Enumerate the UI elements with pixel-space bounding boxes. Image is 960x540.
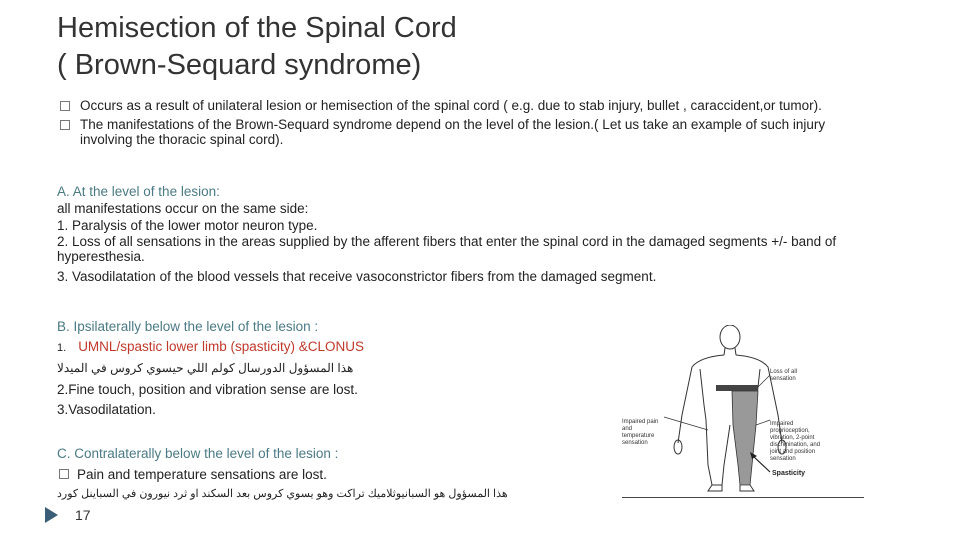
label-impaired-right: Impaired proprioception, vibration, 2-point discrimination, and joint and position sensation [770,421,821,462]
shaded-leg [732,391,758,485]
slide-title [57,10,457,84]
label-impaired-left: Impaired pain and temperature sensation [622,419,659,446]
bullet-text: Occurs as a result of unilateral lesion or hemisection of the spinal cord ( e.g. due to stab injury, bullet , caraccident,or tumor). [80,98,822,113]
section-a-item: 2. Loss of all sensations in the areas supplied by the afferent fibers that enter the spinal cord in the damaged segments +/- band of hyperesthesia. [57,234,837,264]
section-b-item-1 [57,338,617,357]
item-text: Pain and temperature sensations are lost. [77,467,327,482]
lesion-band [716,385,758,391]
play-arrow-icon [45,507,58,523]
item-number: 1. [57,342,67,354]
section-a-heading: A. At the level of the lesion: [57,184,220,199]
section-a-item: 3. Vasodilatation of the blood vessels that receive vasoconstrictor fibers from the damaged segment. [57,269,657,284]
section-c [57,445,617,503]
title-line-2: ( Brown-Sequard syndrome) [57,49,422,81]
left-leg [706,420,730,485]
head-shape [720,325,740,349]
figure-underline [622,497,864,498]
label-loss-sensation: Loss of all sensation [770,369,798,382]
section-a [57,183,887,285]
label-spasticity: Spasticity [772,470,806,477]
section-b-heading: B. Ipsilaterally below the level of the lesion : [57,319,319,334]
section-b-item-2: 2.Fine touch, position and vibration sense are lost. [57,382,358,397]
checkbox-bullet-icon [60,101,70,111]
bullet-text: The manifestations of the Brown-Sequard syndrome depend on the level of the lesion.( Let us take an example of such injury involving the thoracic spinal cord). [80,117,826,147]
bullet-list [60,98,880,151]
bullet-item [60,98,880,113]
arabic-note: هذا المسؤول الدورسال كولم اللي حيسوي كروس في الميدلا [57,361,354,375]
section-b [57,318,617,418]
section-a-intro: all manifestations occur on the same side: [57,201,309,216]
page-number: 17 [75,507,91,523]
title-line-1: Hemisection of the Spinal Cord [57,12,457,44]
section-c-item-1 [57,466,617,483]
body-diagram-figure [620,325,875,500]
arms-outline [678,355,782,443]
checkbox-bullet-icon [60,120,70,130]
item-text: UMNL/spastic lower limb (spasticity) &CLONUS [78,339,364,354]
section-b-item-3: 3.Vasodilatation. [57,402,156,417]
checkbox-bullet-icon [59,469,69,479]
section-a-item: 1. Paralysis of the lower motor neuron type. [57,218,318,233]
bullet-item [60,117,880,147]
arabic-note: هذا المسؤول هو السبانيوثلاميك تراكت وهو يسوي كروس بعد السكند او ثرد نيورون في السباينل كورد [57,488,508,500]
section-c-heading: C. Contralaterally below the level of the lesion : [57,446,339,461]
